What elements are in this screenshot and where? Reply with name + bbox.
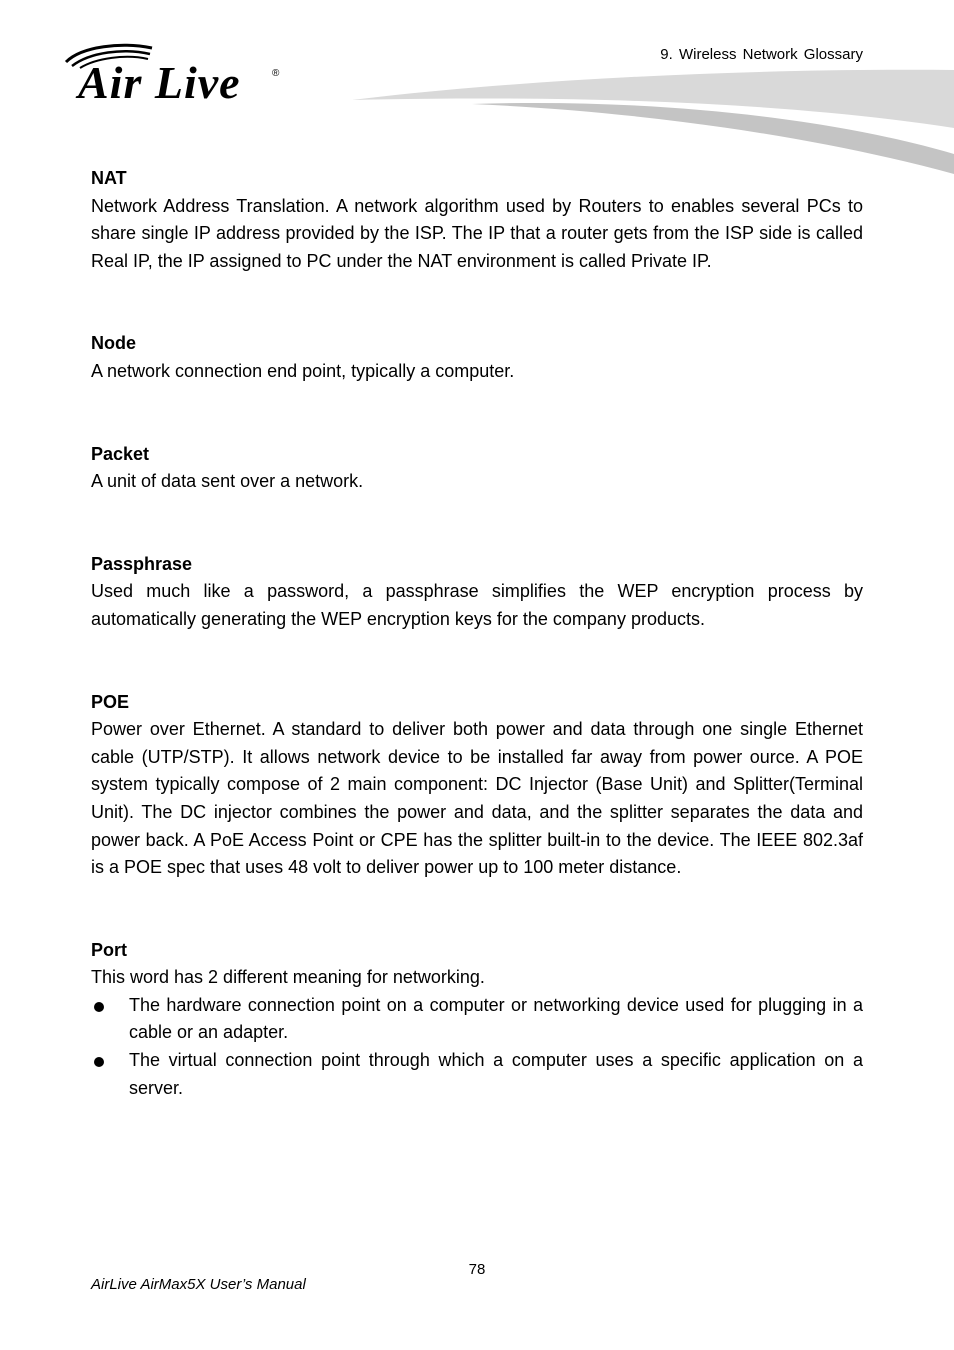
- glossary-entry-passphrase: [91, 551, 863, 634]
- page-number: 78: [468, 1261, 486, 1278]
- list-item-text: The hardware connection point on a computer or networking device used for plugging in a cable or an adapter.: [129, 994, 863, 1043]
- term-definition: A unit of data sent over a network.: [91, 471, 364, 492]
- header-swoosh-decoration: [352, 68, 954, 178]
- registered-mark: ®: [272, 68, 280, 79]
- glossary-content: [91, 165, 863, 1157]
- glossary-entry-port: [91, 937, 863, 1103]
- glossary-entry-node: [91, 330, 863, 385]
- list-item: [91, 992, 863, 1047]
- term-heading: Packet: [91, 443, 150, 464]
- glossary-entry-packet: [91, 441, 863, 496]
- glossary-entry-poe: [91, 689, 863, 882]
- bullet-icon: [94, 1057, 104, 1067]
- term-definition: Power over Ethernet. A standard to deliver both power and data through one single Ethernet cable (UTP/STP). It allows network device to be installed far away from power ource. A POE system typically compose of 2 main component: DC Injector (Base Unit) and Splitter(Terminal Unit). The DC injector combines the power and data, and the splitter separates the data and power back. A PoE Access Point or CPE has the splitter built-in to the device. The IEEE 802.3af is a POE spec that uses 48 volt to deliver power up to 100 meter distance.: [91, 719, 863, 878]
- term-definition: Used much like a password, a passphrase simplifies the WEP encryption process by automatically generating the WEP encryption keys for the company products.: [91, 581, 863, 629]
- chapter-title: 9. Wireless Network Glossary: [660, 46, 863, 63]
- term-heading: POE: [91, 691, 130, 712]
- term-heading: NAT: [91, 168, 127, 188]
- list-item-text: The virtual connection point through which a computer uses a specific application on a server.: [129, 1050, 863, 1098]
- airlive-logo: [62, 40, 292, 108]
- term-definition: This word has 2 different meaning for networking.: [91, 967, 485, 988]
- manual-title: AirLive AirMax5X User’s Manual: [91, 1276, 306, 1293]
- term-heading: Passphrase: [91, 553, 193, 574]
- glossary-entry-nat: [91, 165, 863, 275]
- logo-text: Air Live: [78, 57, 241, 108]
- term-definition: Network Address Translation. A network algorithm used by Routers to enables several PCs to share single IP address provided by the ISP. The IP that a router gets from the ISP side is called Real IP, the IP assigned to PC under the NAT environment is called Private IP.: [91, 195, 863, 271]
- term-heading: Port: [91, 939, 127, 960]
- bullet-icon: [94, 1002, 104, 1012]
- term-definition: A network connection end point, typically a computer.: [91, 360, 515, 381]
- port-bullet-list: [91, 992, 863, 1102]
- list-item: [91, 1047, 863, 1102]
- term-heading: Node: [91, 333, 136, 354]
